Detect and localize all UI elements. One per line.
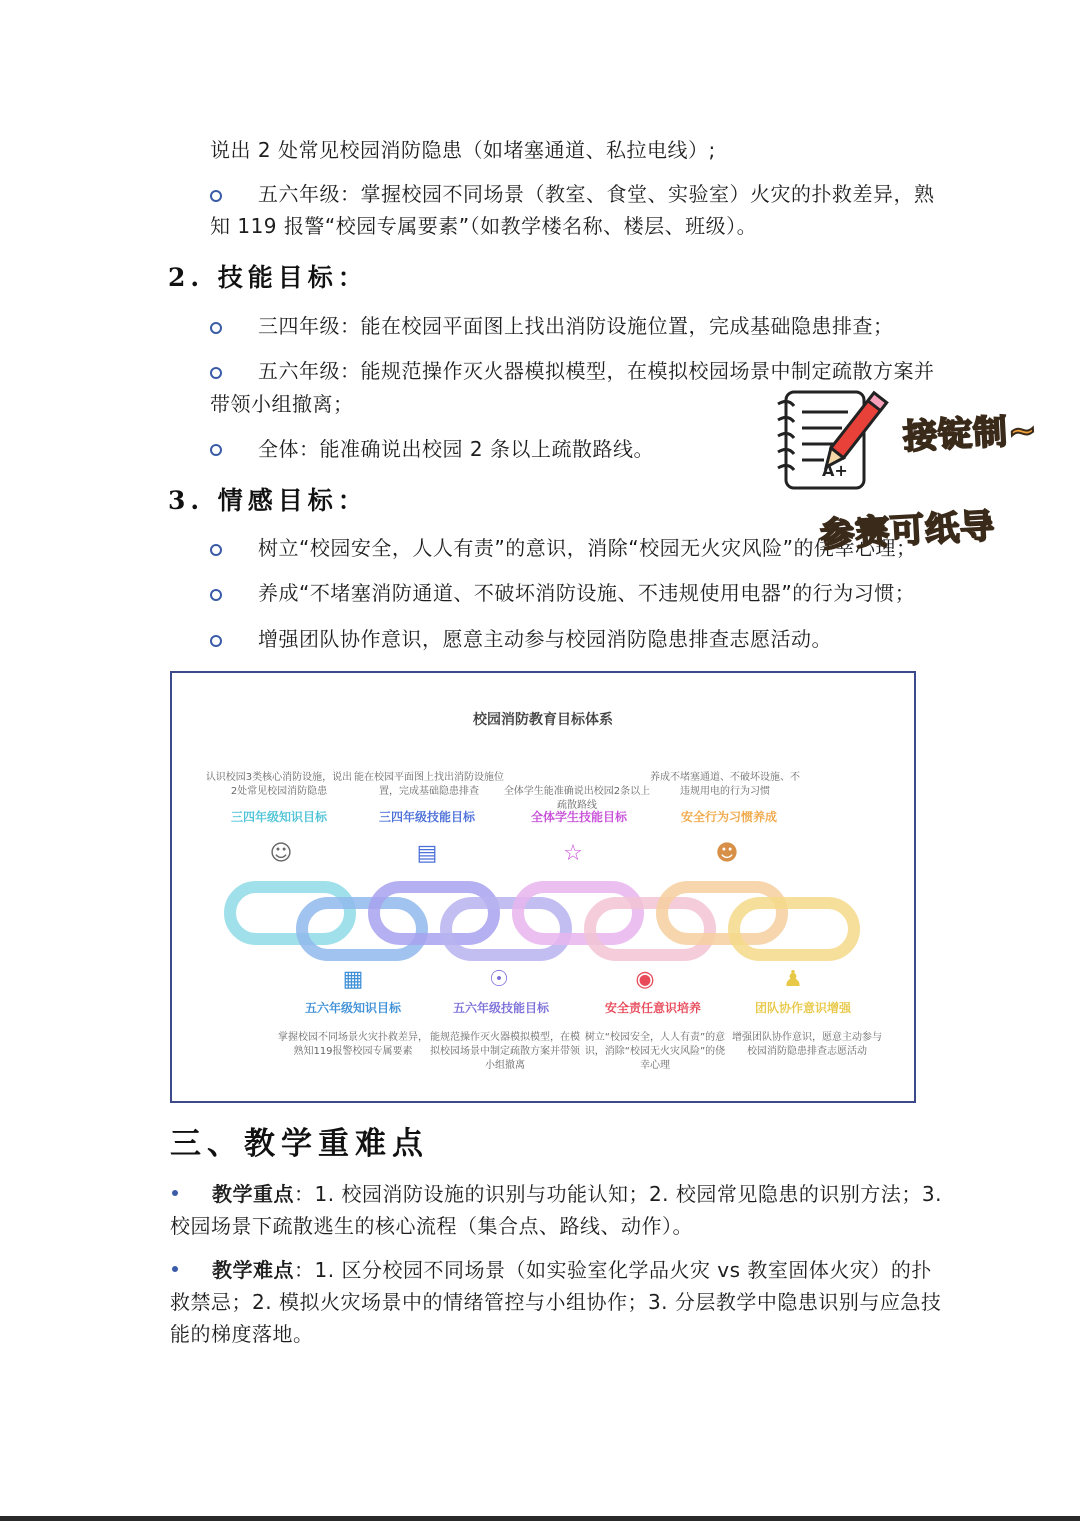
top-label-2: 三四年级技能目标 xyxy=(378,810,475,824)
bullet-dot xyxy=(172,1190,178,1196)
top-caption-3: 全体学生能准确说出校园2条以上疏散路线 xyxy=(503,786,651,811)
person-icon: ☻ xyxy=(715,841,739,866)
figure-title: 校园消防教育目标体系 xyxy=(473,712,613,728)
skill-34: 三四年级：能在校园平面图上找出消防设施位置，完成基础隐患排查； xyxy=(258,314,894,338)
emotion-2: 养成“不堵塞消防通道、不破坏消防设施、不违规使用电器”的行为习惯； xyxy=(258,581,916,605)
diff-continuation-1: 救禁忌；2. 模拟火灾场景中的情绪管控与小组协作；3. 分层教学中隐患识别与应急技 xyxy=(170,1290,942,1314)
skill-heading: 2. 技能目标： xyxy=(168,263,368,292)
top-caption-2: 能在校园平面图上找出消防设施位置，完成基础隐患排查 xyxy=(354,772,504,797)
diff-label: 教学难点 xyxy=(212,1258,294,1282)
bottom-caption-4: 增强团队协作意识，愿意主动参与校园消防隐患排查志愿活动 xyxy=(732,1032,882,1057)
page-bottom-edge xyxy=(0,1516,1080,1521)
chain-link xyxy=(374,887,494,939)
bullet-circle xyxy=(210,367,222,379)
globe-icon: ◉ xyxy=(635,967,655,992)
bullet-circle xyxy=(210,190,222,202)
bottom-label-1: 五六年级知识目标 xyxy=(304,1001,401,1015)
team-icon: ♟ xyxy=(783,967,803,992)
top-caption-4: 养成不堵塞通道、不破坏设施、不违规用电的行为习惯 xyxy=(650,772,800,797)
emotion-heading: 3. 情感目标： xyxy=(168,486,368,515)
chain-link xyxy=(590,903,710,955)
bullet-circle xyxy=(210,635,222,647)
chain-link xyxy=(662,887,782,939)
top-caption-1: 认识校园3类核心消防设施，说出2处常见校园消防隐患 xyxy=(205,772,353,797)
knowledge-56: 五六年级：掌握校园不同场景（教室、食堂、实验室）火灾的扑救差异，熟 xyxy=(258,182,935,206)
key-points xyxy=(212,1178,942,1210)
bottom-label-3: 安全责任意识培养 xyxy=(604,1001,701,1015)
key-continuation: 校园场景下疏散逃生的核心流程（集合点、路线、动作）。 xyxy=(170,1214,693,1238)
bullet-circle xyxy=(210,322,222,334)
notebook-pencil-icon xyxy=(772,384,890,494)
building-icon: ▦ xyxy=(342,967,364,992)
chain-link xyxy=(734,903,854,955)
knowledge-34-continuation: 说出 2 处常见校园消防隐患（如堵塞通道、私拉电线）; xyxy=(210,138,716,162)
skill-all: 全体：能准确说出校园 2 条以上疏散路线。 xyxy=(258,437,654,461)
key-label: 教学重点 xyxy=(212,1182,294,1206)
star-icon: ☆ xyxy=(563,841,583,866)
top-label-3: 全体学生技能目标 xyxy=(530,810,627,824)
top-label-4: 安全行为习惯养成 xyxy=(680,810,777,824)
bullet-dot xyxy=(172,1266,178,1272)
bullet-circle xyxy=(210,444,222,456)
sticker-text-2: 参赛可纸导 xyxy=(819,506,997,556)
bullet-circle xyxy=(210,589,222,601)
svg-text:A+: A+ xyxy=(822,461,848,480)
emotion-3: 增强团队协作意识，愿意主动参与校园消防隐患排查志愿活动。 xyxy=(258,627,832,651)
knowledge-56-continuation: 知 119 报警“校园专属要素”（如教学楼名称、楼层、班级）。 xyxy=(210,214,758,238)
skill-56-continuation: 带领小组撤离； xyxy=(210,392,354,416)
section3-heading: 三、教学重难点 xyxy=(170,1126,429,1162)
chain-links xyxy=(222,881,862,961)
bottom-caption-2: 能规范操作灭火器模拟模型，在模拟校园场景中制定疏散方案并带领小组撤离 xyxy=(430,1032,580,1071)
book-icon: ▤ xyxy=(416,841,438,866)
bullet-circle xyxy=(210,544,222,556)
bottom-label-4: 团队协作意识增强 xyxy=(754,1001,851,1015)
diff-text: ：1. 区分校园不同场景（如实验室化学品火灾 vs 教室固体火灾）的扑 xyxy=(294,1258,932,1282)
difficult-points xyxy=(212,1254,932,1286)
sticker-text-1: 接锭制~ xyxy=(902,410,1039,458)
bottom-caption-1: 掌握校园不同场景火灾扑救差异，熟知119报警校园专属要素 xyxy=(278,1032,428,1057)
chain-link xyxy=(302,903,422,955)
diff-continuation-2: 能的梯度落地。 xyxy=(170,1322,314,1346)
key-text: ：1. 校园消防设施的识别与功能认知；2. 校园常见隐患的识别方法；3. xyxy=(294,1182,942,1206)
emotion-1: 树立“校园安全，人人有责”的意识，消除“校园无火灾风险”的侥幸心理； xyxy=(258,536,917,560)
skill-56: 五六年级：能规范操作灭火器模拟模型，在模拟校园场景中制定疏散方案并 xyxy=(258,359,935,383)
trophy-icon: ☉ xyxy=(489,967,509,992)
bottom-caption-3: 树立“校园安全，人人有责”的意识，消除“校园无火灾风险”的侥幸心理 xyxy=(584,1032,726,1071)
bottom-label-2: 五六年级技能目标 xyxy=(452,1001,549,1015)
top-label-1: 三四年级知识目标 xyxy=(230,810,327,824)
chain-link xyxy=(518,887,638,939)
goal-system-figure xyxy=(170,671,916,1103)
user-icon: ☺ xyxy=(269,841,293,866)
chain-link xyxy=(446,903,566,955)
chain-link xyxy=(230,887,350,939)
